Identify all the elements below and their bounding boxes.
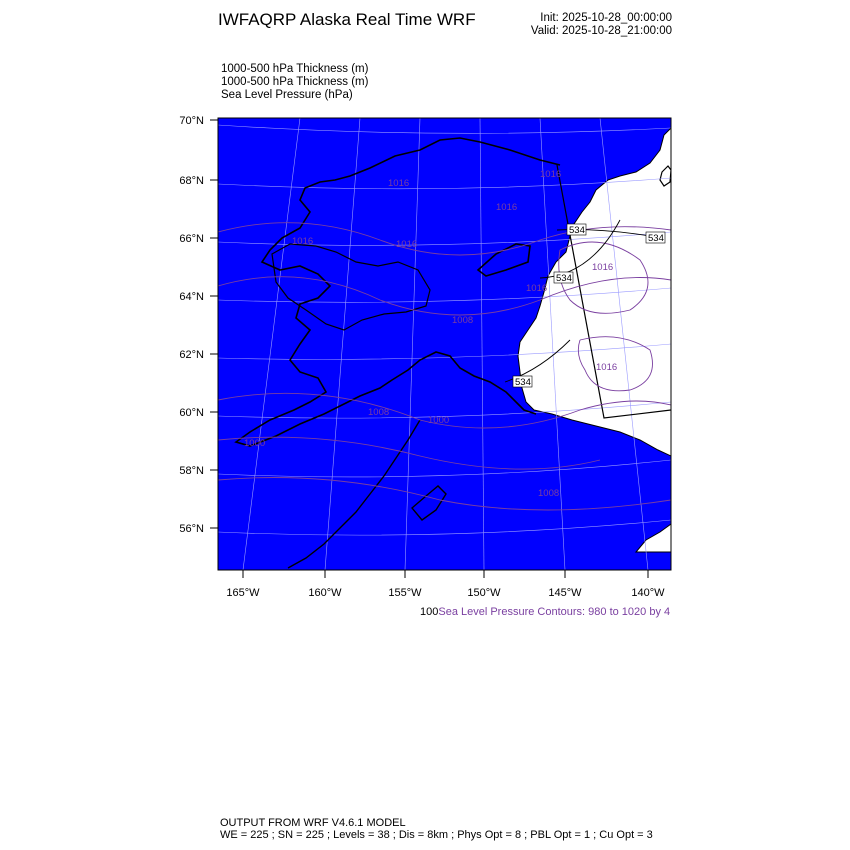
- lon-label: 140°W: [631, 587, 665, 599]
- contour-note-prefix: 100: [420, 606, 439, 618]
- slp-label: 1016: [396, 239, 418, 250]
- slp-label: 1016: [596, 362, 618, 373]
- valid-time: Valid: 2025-10-28_21:00:00: [530, 25, 672, 37]
- lon-label: 155°W: [388, 587, 422, 599]
- slp-label: 1000: [244, 438, 266, 449]
- slp-label: 1016: [592, 262, 614, 273]
- slp-label: 1008: [538, 488, 560, 499]
- lat-label: 60°N: [179, 407, 204, 419]
- field-thickness-2: 1000-500 hPa Thickness (m): [221, 76, 369, 88]
- lon-axis: [243, 570, 648, 578]
- thickness-label: 534: [556, 273, 572, 284]
- plot-title: IWFAQRP Alaska Real Time WRF: [218, 10, 476, 29]
- lat-label: 70°N: [179, 115, 204, 127]
- field-thickness-1: 1000-500 hPa Thickness (m): [221, 63, 369, 75]
- field-slp: Sea Level Pressure (hPa): [221, 89, 353, 101]
- lat-label: 62°N: [179, 349, 204, 361]
- slp-label: 1016: [540, 169, 562, 180]
- model-footer: [220, 817, 653, 841]
- init-time: Init: 2025-10-28_00:00:00: [540, 12, 672, 24]
- slp-label: 1000: [428, 415, 450, 426]
- slp-contour-note: Sea Level Pressure Contours: 980 to 1020 by 4: [438, 606, 671, 618]
- thickness-label: 534: [515, 377, 531, 388]
- lon-label: 160°W: [308, 587, 342, 599]
- slp-label: 1008: [368, 407, 390, 418]
- lat-label: 64°N: [179, 291, 204, 303]
- lon-label: 145°W: [548, 587, 582, 599]
- slp-label: 1016: [496, 202, 518, 213]
- lat-label: 56°N: [179, 523, 204, 535]
- thickness-label: 534: [569, 225, 585, 236]
- lon-label: 150°W: [467, 587, 501, 599]
- model-version: OUTPUT FROM WRF V4.6.1 MODEL: [220, 817, 406, 829]
- lat-axis: [210, 120, 218, 528]
- lat-label: 58°N: [179, 465, 204, 477]
- thickness-label: 534: [648, 233, 664, 244]
- slp-label: 1016: [292, 236, 314, 247]
- model-settings: WE = 225 ; SN = 225 ; Levels = 38 ; Dis = 8km ; Phys Opt = 8 ; PBL Opt = 1 ; Cu Opt = 3: [220, 829, 653, 841]
- lon-label: 165°W: [226, 587, 260, 599]
- slp-label: 1016: [526, 283, 548, 294]
- slp-label: 1016: [388, 178, 410, 189]
- lat-label: 66°N: [179, 233, 204, 245]
- slp-label: 1008: [452, 315, 474, 326]
- lat-label: 68°N: [179, 175, 204, 187]
- contour-note: [420, 606, 670, 618]
